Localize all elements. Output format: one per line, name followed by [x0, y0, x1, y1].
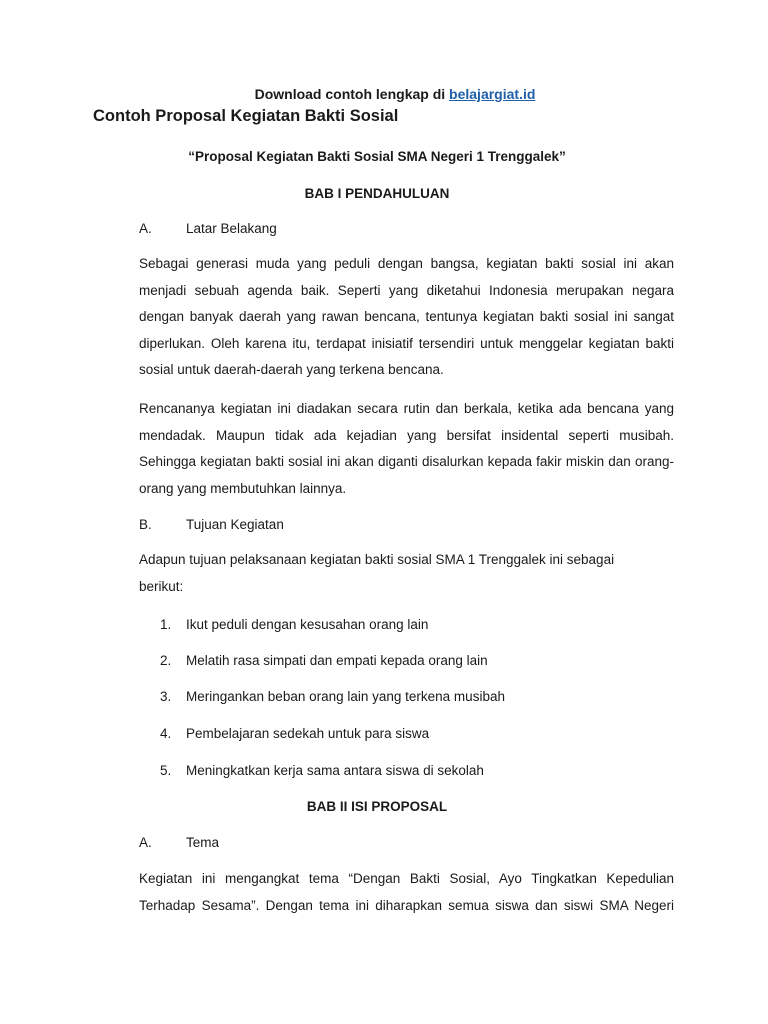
- bab1-heading: BAB I PENDAHULUAN: [304, 186, 450, 201]
- latar-belakang-paragraph-1: Sebagai generasi muda yang peduli dengan bangsa, kegiatan bakti sosial ini akan menjadi sebuah agenda baik. Seperti yang diketahui Indonesia merupakan negara dengan banyak daerah yang rawan bencana, tentunya kegiatan bakti sosial ini sangat diperlukan. Oleh karena itu, terdapat inisiatif tersendiri untuk menggelar kegiatan bakti sosial untuk daerah-daerah yang terkena bencana.: [139, 256, 674, 378]
- list-item-number: 4.: [160, 726, 172, 741]
- list-item: Meringankan beban orang lain yang terkena musibah: [186, 689, 505, 704]
- list-item-number: 5.: [160, 763, 172, 778]
- tema-paragraph-1: Kegiatan ini mengangkat tema “Dengan Bakti Sosial, Ayo Tingkatkan Kepedulian Terhadap Sesama”. Dengan tema ini diharapkan semua siswa dan siswi SMA Negeri: [139, 871, 674, 913]
- bab1-section-b-letter: B.: [139, 517, 152, 532]
- latar-belakang-paragraph-2: Rencananya kegiatan ini diadakan secara rutin dan berkala, ketika ada bencana yang mendadak. Maupun tidak ada kejadian yang bersifat insidental seperti musibah. Sehingga kegiatan bakti sosial ini akan diganti disalurkan kepada fakir miskin dan orang-orang yang membutuhkan lainnya.: [139, 401, 674, 496]
- list-item: Melatih rasa simpati dan empati kepada orang lain: [186, 653, 488, 668]
- list-item-number: 3.: [160, 689, 172, 704]
- list-item-number: 2.: [160, 653, 172, 668]
- list-item-number: 1.: [160, 617, 172, 632]
- download-prefix: Download contoh lengkap di: [254, 86, 446, 102]
- list-item: Ikut peduli dengan kesusahan orang lain: [186, 617, 429, 632]
- document-title: Contoh Proposal Kegiatan Bakti Sosial: [93, 107, 399, 125]
- bab1-section-b-title: Tujuan Kegiatan: [186, 517, 284, 532]
- list-item: Meningkatkan kerja sama antara siswa di sekolah: [186, 763, 484, 778]
- list-item: Pembelajaran sedekah untuk para siswa: [186, 726, 430, 741]
- tujuan-intro-paragraph: Adapun tujuan pelaksanaan kegiatan bakti sosial SMA 1 Trenggalek ini sebagai berikut:: [139, 552, 615, 594]
- bab2-section-a-letter: A.: [139, 835, 152, 850]
- bab2-section-a-title: Tema: [186, 835, 220, 850]
- proposal-subtitle: “Proposal Kegiatan Bakti Sosial SMA Negeri 1 Trenggalek”: [188, 149, 566, 164]
- download-link[interactable]: belajargiat.id: [449, 86, 536, 102]
- bab1-section-a-title: Latar Belakang: [186, 221, 277, 236]
- bab2-heading: BAB II ISI PROPOSAL: [306, 799, 448, 814]
- bab1-section-a-letter: A.: [139, 221, 152, 236]
- download-notice: [0, 86, 768, 102]
